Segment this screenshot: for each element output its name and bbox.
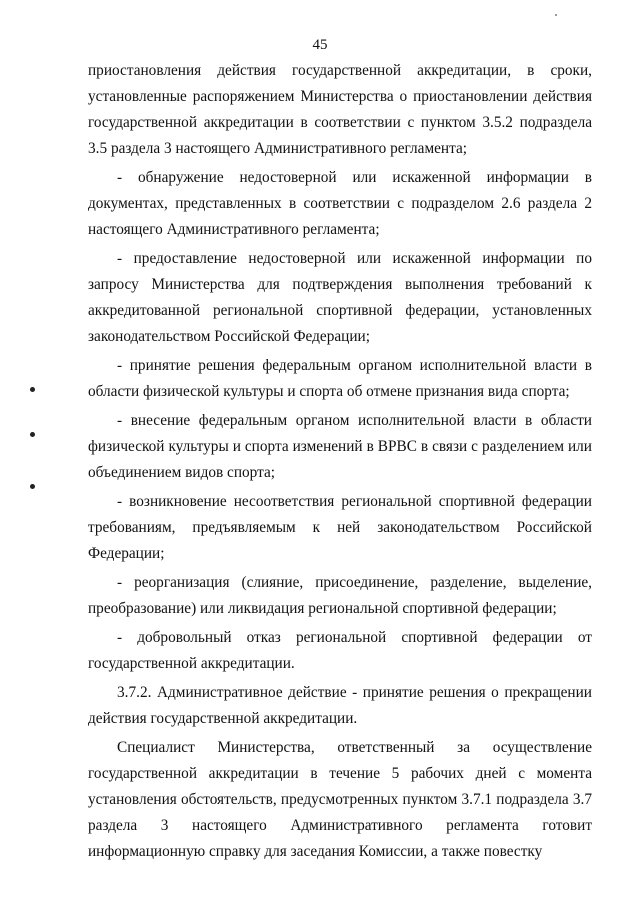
list-item-nonconformity: - возникновение несоответствия региональной спортивной федерации требованиям, предъявляемым к ней законодательством Российской Федерации; [88, 493, 592, 562]
list-item-sport-recognition-cancelled: - принятие решения федеральным органом исполнительной власти в области физической культуры и спорта об отмене признания вида спорта; [88, 357, 592, 400]
page-number: 45 [312, 37, 328, 53]
paragraph-specialist: Специалист Министерства, ответственный за осуществление государственной аккредитации в течение 5 рабочих дней с момента установления обстоятельств, предусмотренных пунктом 3.7.1 подраздела 3.7 раздела 3 настоящего Административного регламента готовит информационную справку для заседания Комиссии, а также повестку [88, 739, 592, 860]
list-item-false-info-request: - предоставление недостоверной или искаженной информации по запросу Министерства для подтверждения выполнения требований к аккредитованной региональной спортивной федерации, установленных законодательством Российской Федерации; [88, 250, 592, 345]
list-item-voluntary-refusal: - добровольный отказ региональной спортивной федерации от государственной аккредитации. [88, 629, 592, 672]
list-item-reorganization: - реорганизация (слияние, присоединение, разделение, выделение, преобразование) или ликвидация региональной спортивной федерации; [88, 574, 592, 617]
list-item-vrvs-changes: - внесение федеральным органом исполнительной власти в области физической культуры и спорта изменений в ВРВС в связи с разделением или объединением видов спорта; [88, 412, 592, 481]
scan-dot [555, 14, 557, 16]
section-3-7-2: 3.7.2. Административное действие - принятие решения о прекращении действия государственной аккредитации. [88, 684, 592, 727]
punch-hole-mark [30, 432, 35, 437]
list-item-false-documents: - обнаружение недостоверной или искаженной информации в документах, представленных в соответствии с подразделом 2.6 раздела 2 настоящего Административного регламента; [88, 169, 592, 238]
punch-hole-mark [30, 484, 35, 489]
document-body [88, 58, 592, 865]
punch-hole-mark [30, 387, 35, 392]
paragraph-continuation: приостановления действия государственной аккредитации, в сроки, установленные распоряжением Министерства о приостановлении действия государственной аккредитации в соответствии с пунктом 3.5.2 подраздела 3.5 раздела 3 настоящего Административного регламента; [88, 62, 592, 157]
